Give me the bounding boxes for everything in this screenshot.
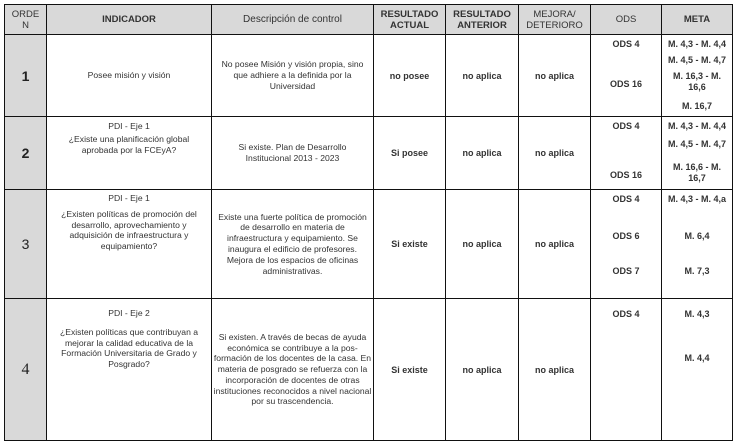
row-resultado-anterior: no aplica: [446, 299, 519, 441]
row-resultado-actual: Si posee: [374, 117, 446, 190]
indicador-pregunta: ¿Existen políticas de promoción del desarrollo, aprovechamiento y adquisición de infraestructura y equipamiento?: [61, 208, 197, 252]
row-mejora-deterioro: no aplica: [519, 190, 591, 299]
meta-item: M. 16,7: [681, 101, 712, 111]
meta-item: M. 4,5 - M. 4,7: [667, 139, 727, 149]
table-row: [5, 190, 733, 299]
row-resultado-anterior: no aplica: [446, 35, 519, 117]
meta-item: M. 4,3 - M. 4,4: [667, 39, 727, 49]
row-ods: [591, 117, 662, 190]
ods-item: ODS 4: [612, 121, 640, 131]
meta-item: M. 4,3: [684, 309, 710, 319]
row-meta: [662, 299, 733, 441]
row-mejora-deterioro: no aplica: [519, 35, 591, 117]
indicators-table: [4, 4, 733, 441]
indicador-eje: PDI - Eje 1: [108, 121, 150, 131]
row-resultado-anterior: no aplica: [446, 117, 519, 190]
row-indicador: [47, 299, 212, 441]
row-ods: [591, 190, 662, 299]
header-ods: ODS: [591, 5, 662, 35]
meta-item: M. 7,3: [684, 266, 710, 276]
row-meta: [662, 35, 733, 117]
table-row: [5, 35, 733, 117]
row-mejora-deterioro: no aplica: [519, 117, 591, 190]
meta-item: M. 4,3 - M. 4,a: [667, 194, 727, 204]
ods-item: ODS 4: [612, 309, 640, 319]
ods-item: ODS 6: [612, 231, 640, 241]
header-descripcion: Descripción de control: [212, 5, 374, 35]
row-indicador: [47, 117, 212, 190]
row-orden: 4: [5, 299, 47, 441]
meta-item: M. 16,3 - M. 16,6: [672, 71, 721, 92]
row-resultado-actual: Si existe: [374, 299, 446, 441]
meta-item: M. 4,3 - M. 4,4: [667, 121, 727, 131]
row-descripcion: Existe una fuerte política de promoción de desarrollo en materia de infraestructura y equipamiento. Se inaugura el edificio de profesores. Mejora de los espacios de oficinas administrativas.: [212, 190, 374, 299]
ods-item: ODS 4: [612, 39, 640, 49]
ods-item: ODS 4: [612, 194, 640, 204]
row-orden: 2: [5, 117, 47, 190]
row-meta: [662, 190, 733, 299]
header-row: [5, 5, 733, 35]
row-ods: [591, 35, 662, 117]
header-resultado-actual: RESULTADO ACTUAL: [374, 5, 446, 35]
meta-item: M. 4,4: [684, 353, 710, 363]
header-resultado-anterior: RESULTADO ANTERIOR: [446, 5, 519, 35]
header-indicador: INDICADOR: [47, 5, 212, 35]
table-row: [5, 117, 733, 190]
row-orden: 3: [5, 190, 47, 299]
indicador-pregunta: ¿Existe una planificación global aprobada por la FCEyA?: [68, 133, 190, 155]
row-orden: 1: [5, 35, 47, 117]
row-indicador: [47, 190, 212, 299]
header-orden: ORDE N: [5, 5, 47, 35]
row-indicador: Posee misión y visión: [47, 35, 212, 117]
row-descripcion: Si existe. Plan de Desarrollo Institucional 2013 - 2023: [212, 117, 374, 190]
ods-item: ODS 16: [609, 170, 642, 180]
row-ods: [591, 299, 662, 441]
row-mejora-deterioro: no aplica: [519, 299, 591, 441]
header-mejora-deterioro: MEJORA/ DETERIORO: [519, 5, 591, 35]
row-meta: [662, 117, 733, 190]
header-meta: META: [662, 5, 733, 35]
ods-item: ODS 16: [609, 79, 642, 89]
row-descripcion: No posee Misión y visión propia, sino que adhiere a la definida por la Universidad: [212, 35, 374, 117]
meta-item: M. 16,6 - M. 16,7: [672, 162, 721, 183]
indicador-pregunta: ¿Existen políticas que contribuyan a mejorar la calidad educativa de la Formación Universitaria de Grado y Posgrado?: [59, 326, 199, 370]
table-row: [5, 299, 733, 441]
indicador-eje: PDI - Eje 1: [108, 193, 150, 203]
meta-item: M. 4,5 - M. 4,7: [667, 55, 727, 65]
row-resultado-actual: no posee: [374, 35, 446, 117]
row-resultado-actual: Si existe: [374, 190, 446, 299]
meta-item: M. 6,4: [684, 231, 710, 241]
ods-item: ODS 7: [612, 266, 640, 276]
row-resultado-anterior: no aplica: [446, 190, 519, 299]
indicador-eje: PDI - Eje 2: [108, 308, 150, 318]
row-descripcion: Si existen. A través de becas de ayuda económica se contribuye a la pos-formación de los docentes de la casa. En materia de posgrado se refuerza con la incorporación de docentes de otras instituciones reconocidos a nivel nacional por su trascendencia.: [212, 299, 374, 441]
